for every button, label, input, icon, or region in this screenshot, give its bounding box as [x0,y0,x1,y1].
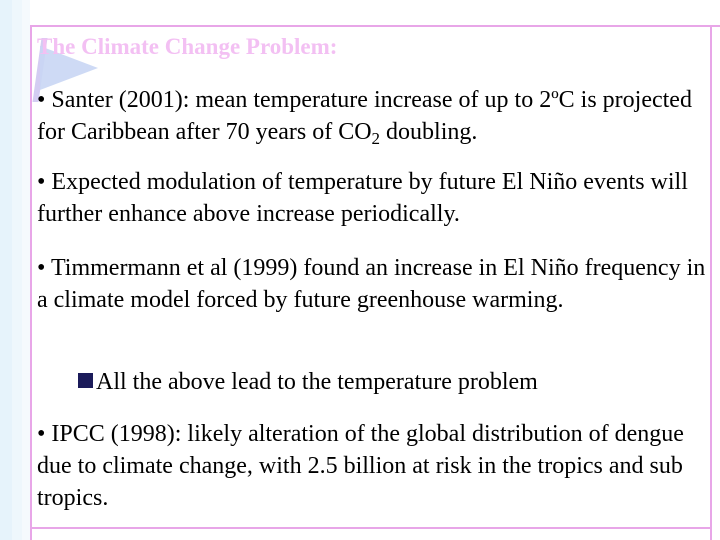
sub-bullet-summary [78,366,538,398]
slide-title: The Climate Change Problem: [37,34,338,59]
sub-bullet-text: All the above lead to the temperature problem [96,369,538,395]
bullet-el-nino-modulation: • Expected modulation of temperature by future El Niño events will further enhance above increase periodically. [37,169,688,227]
bullet-text: • Santer (2001): mean temperature increase of up to 2ºC is projected for Caribbean after 70 years of CO [37,87,692,145]
bullet-text-end: doubling. [380,119,478,145]
bullet-ipcc: • IPCC (1998): likely alteration of the global distribution of dengue due to climate change, with 2.5 billion at risk in the tropics and sub tropics. [37,421,684,511]
frame-top-line [30,25,720,27]
bullet-santer [37,84,713,148]
frame-left-line [30,25,32,540]
bullet-timmermann: • Timmermann et al (1999) found an increase in El Niño frequency in a climate model forced by future greenhouse warming. [37,255,706,313]
subscript: 2 [371,129,381,148]
decorative-strip [22,0,30,540]
frame-bottom-line [30,527,710,529]
square-bullet-icon [78,373,93,388]
decorative-strip [0,0,12,540]
decorative-strip [12,0,22,540]
